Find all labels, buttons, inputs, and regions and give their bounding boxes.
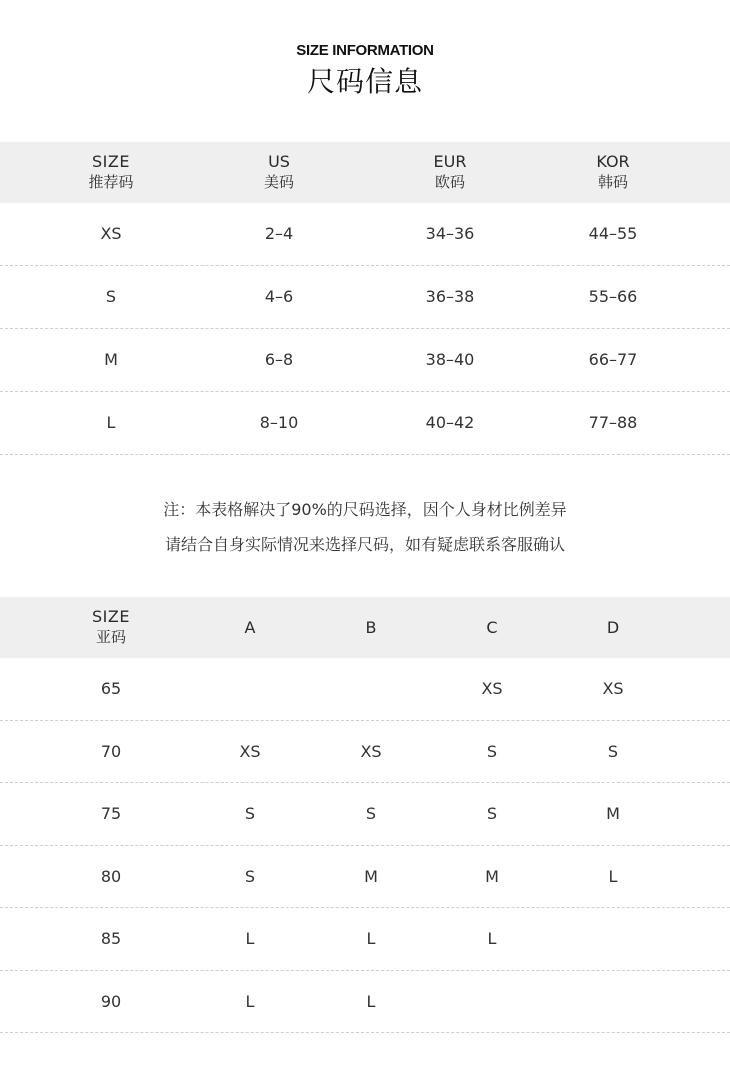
table-cell: L xyxy=(366,991,376,1011)
table-cell: 36–38 xyxy=(425,287,475,306)
title-english: SIZE INFORMATION xyxy=(296,42,434,59)
table-row xyxy=(0,908,730,971)
table-cell: 90 xyxy=(100,991,122,1011)
note-line-1: 注：本表格解决了90%的尺码选择，因个人身材比例差异 xyxy=(163,500,567,519)
table-cell: L xyxy=(608,866,618,886)
table-cell: L xyxy=(487,929,497,948)
table-cell: 85 xyxy=(100,929,122,948)
table-cell: L xyxy=(106,413,116,432)
table-cell: M xyxy=(364,866,378,886)
table-cell: 77–88 xyxy=(588,413,638,432)
table-cell: S xyxy=(607,741,619,761)
table-cell: 38–40 xyxy=(425,350,475,369)
header-size xyxy=(61,152,161,192)
table-cell: S xyxy=(486,741,498,761)
cup-table-header xyxy=(0,597,730,658)
table-cell: 8–10 xyxy=(259,413,299,432)
table-cell: M xyxy=(485,866,499,886)
header-cup-b: B xyxy=(365,618,377,637)
header-size-asia xyxy=(61,607,161,647)
header-us xyxy=(229,152,329,192)
table-cell: M xyxy=(104,350,118,369)
table-cell: 44–55 xyxy=(588,224,638,243)
table-cell: L xyxy=(245,991,255,1011)
header-kor-en: KOR xyxy=(596,152,630,171)
table-row xyxy=(0,846,730,909)
header-cup-d: D xyxy=(606,618,620,637)
table-cell: S xyxy=(244,866,256,886)
table-row xyxy=(0,658,730,721)
size-table-header xyxy=(0,142,730,203)
table-cell xyxy=(563,908,663,970)
header-cup-a: A xyxy=(244,618,256,637)
table-row xyxy=(0,266,730,329)
title-chinese: 尺码信息 xyxy=(306,65,423,98)
header-eur-en: EUR xyxy=(433,152,467,171)
header-size-asia-en: SIZE xyxy=(92,607,130,626)
table-cell: S xyxy=(365,804,377,823)
table-cell: 65 xyxy=(100,679,122,698)
table-cell: 75 xyxy=(100,804,122,823)
table-row xyxy=(0,971,730,1034)
header-size-zh: 推荐码 xyxy=(88,173,134,191)
header-size-asia-zh: 亚码 xyxy=(95,628,126,646)
table-cell: S xyxy=(244,804,256,823)
table-cell xyxy=(442,971,542,1033)
table-cell: 70 xyxy=(100,741,122,761)
table-cell: XS xyxy=(481,679,503,698)
table-row xyxy=(0,203,730,266)
table-row xyxy=(0,329,730,392)
table-cell: 34–36 xyxy=(425,224,475,243)
table-cell xyxy=(563,971,663,1033)
table-cell: 80 xyxy=(100,866,122,886)
header-eur xyxy=(400,152,500,192)
table-cell: 40–42 xyxy=(425,413,475,432)
table-cell: L xyxy=(245,929,255,948)
table-cell: 55–66 xyxy=(588,287,638,306)
header-size-en: SIZE xyxy=(92,152,130,171)
table-row xyxy=(0,721,730,784)
table-cell: XS xyxy=(239,741,261,761)
table-cell: 4–6 xyxy=(264,287,294,306)
table-cell: 66–77 xyxy=(588,350,638,369)
table-cell: M xyxy=(606,804,620,823)
table-cell: 2–4 xyxy=(264,224,294,243)
table-cell: XS xyxy=(100,224,122,243)
header-us-zh: 美码 xyxy=(263,173,294,191)
table-cell: S xyxy=(105,287,117,306)
header-cup-c: C xyxy=(486,618,498,637)
table-cell: XS xyxy=(360,741,382,761)
table-cell: 6–8 xyxy=(264,350,294,369)
table-row xyxy=(0,783,730,846)
table-cell: XS xyxy=(602,679,624,698)
table-row xyxy=(0,392,730,455)
header-eur-zh: 欧码 xyxy=(434,173,465,191)
note-line-2: 请结合自身实际情况来选择尺码，如有疑虑联系客服确认 xyxy=(164,535,565,554)
table-cell: S xyxy=(486,804,498,823)
header-kor xyxy=(563,152,663,192)
header-us-en: US xyxy=(268,152,290,171)
size-note xyxy=(0,492,730,562)
table-cell xyxy=(321,658,421,720)
table-cell: L xyxy=(366,929,376,948)
table-cell xyxy=(200,658,300,720)
header-kor-zh: 韩码 xyxy=(597,173,628,191)
